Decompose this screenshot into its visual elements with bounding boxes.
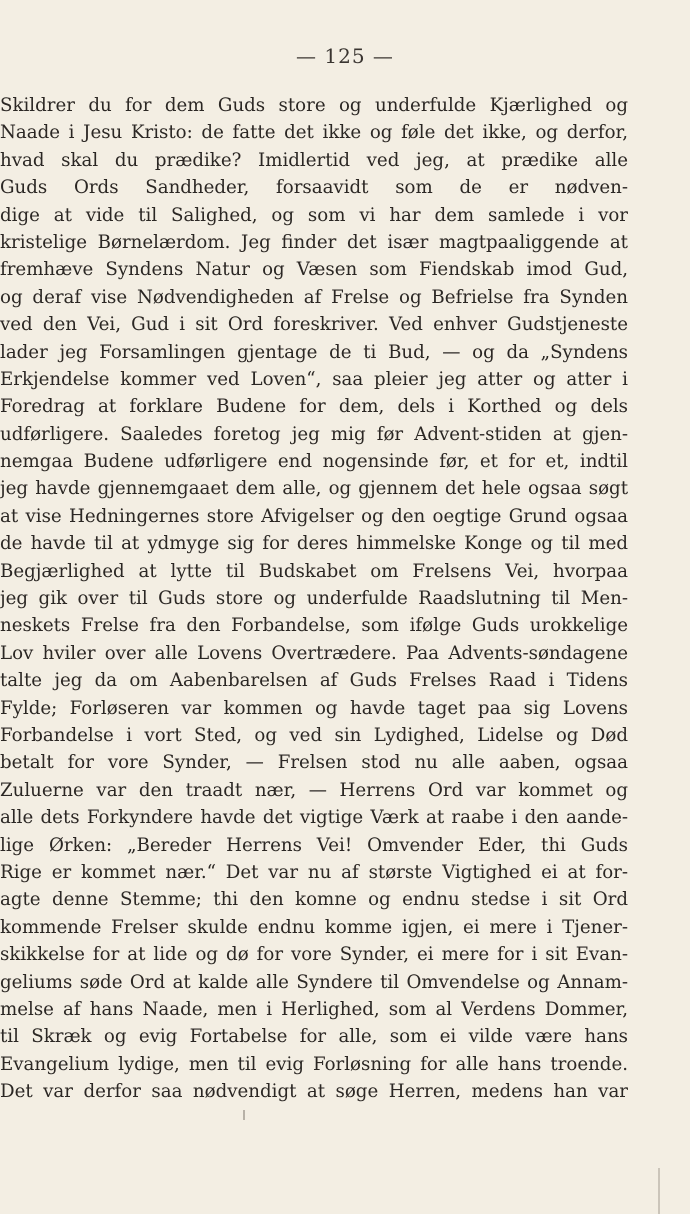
text-line: Det var derfor saa nødvendigt at søge Herren, medens han var bbox=[0, 1081, 628, 1103]
text-line: jeg havde gjennemgaaet dem alle, og gjennem det hele ogsaa søgt bbox=[0, 478, 628, 500]
text-line: ved den Vei, Gud i sit Ord foreskriver. Ved enhver Gudstjeneste bbox=[0, 314, 628, 336]
text-line: geliums søde Ord at kalde alle Syndere til Omvendelse og Annam- bbox=[0, 971, 628, 993]
body-text bbox=[0, 92, 628, 1105]
text-line: Fylde; Forløseren var kommen og havde taget paa sig Lovens bbox=[0, 697, 628, 719]
text-line: og deraf vise Nødvendigheden af Frelse og Befrielse fra Synden bbox=[0, 286, 628, 308]
text-line: dige at vide til Salighed, og som vi har dem samlede i vor bbox=[0, 204, 628, 226]
text-line: Begjærlighed at lytte til Budskabet om Frelsens Vei, hvorpaa bbox=[0, 560, 628, 582]
text-line: kristelige Børnelærdom. Jeg finder det især magtpaaliggende at bbox=[0, 231, 628, 253]
text-line: fremhæve Syndens Natur og Væsen som Fiendskab imod Gud, bbox=[0, 259, 628, 281]
text-line: Evangelium lydige, men til evig Forløsning for alle hans troende. bbox=[0, 1053, 628, 1075]
text-line: hvad skal du prædike? Imidlertid ved jeg, at prædike alle bbox=[0, 149, 628, 171]
page-number: — 125 — bbox=[296, 44, 394, 68]
text-line: Guds Ords Sandheder, forsaavidt som de er nødven- bbox=[0, 177, 628, 199]
text-line: Naade i Jesu Kristo: de fatte det ikke og føle det ikke, og derfor, bbox=[0, 122, 628, 144]
text-line: de havde til at ydmyge sig for deres himmelske Konge og til med bbox=[0, 533, 628, 555]
paper-speck bbox=[243, 1110, 245, 1120]
text-line: Zuluerne var den traadt nær, — Herrens Ord var kommet og bbox=[0, 779, 628, 801]
text-line: kommende Frelser skulde endnu komme igjen, ei mere i Tjener- bbox=[0, 916, 628, 938]
text-line: talte jeg da om Aabenbarelsen af Guds Frelses Raad i Tidens bbox=[0, 670, 628, 692]
text-line: Erkjendelse kommer ved Loven“, saa pleier jeg atter og atter i bbox=[0, 368, 628, 390]
text-line: at vise Hedningernes store Afvigelser og den oegtige Grund ogsaa bbox=[0, 505, 628, 527]
text-line: Lov hviler over alle Lovens Overtrædere. Paa Advents-søndagene bbox=[0, 642, 628, 664]
text-line: til Skræk og evig Fortabelse for alle, som ei vilde være hans bbox=[0, 1026, 628, 1048]
text-line: Rige er kommet nær.“ Det var nu af største Vigtighed ei at for- bbox=[0, 861, 628, 883]
text-line: jeg gik over til Guds store og underfulde Raadslutning til Men- bbox=[0, 588, 628, 610]
text-line: betalt for vore Synder, — Frelsen stod nu alle aaben, ogsaa bbox=[0, 752, 628, 774]
text-line: lader jeg Forsamlingen gjentage de ti Bud, — og da „Syndens bbox=[0, 341, 628, 363]
text-line: lige Ørken: „Bereder Herrens Vei! Omvender Eder, thi Guds bbox=[0, 834, 628, 856]
text-line: Forbandelse i vort Sted, og ved sin Lydighed, Lidelse og Død bbox=[0, 724, 628, 746]
text-line: Foredrag at forklare Budene for dem, dels i Korthed og dels bbox=[0, 396, 628, 418]
text-line: skikkelse for at lide og dø for vore Synder, ei mere for i sit Evan- bbox=[0, 944, 628, 966]
text-line: neskets Frelse fra den Forbandelse, som ifølge Guds urokkelige bbox=[0, 615, 628, 637]
text-line: agte denne Stemme; thi den komne og endnu stedse i sit Ord bbox=[0, 889, 628, 911]
text-line: udførligere. Saaledes foretog jeg mig før Advent-stiden at gjen- bbox=[0, 423, 628, 445]
text-line: Skildrer du for dem Guds store og underfulde Kjærlighed og bbox=[0, 95, 628, 116]
text-line: alle dets Forkyndere havde det vigtige Værk at raabe i den aande- bbox=[0, 807, 628, 829]
text-line: nemgaa Budene udførligere end nogensinde før, et for et, indtil bbox=[0, 451, 628, 473]
text-line: melse af hans Naade, men i Herlighed, som al Verdens Dommer, bbox=[0, 998, 628, 1020]
paper-edge-mark bbox=[658, 1168, 660, 1214]
